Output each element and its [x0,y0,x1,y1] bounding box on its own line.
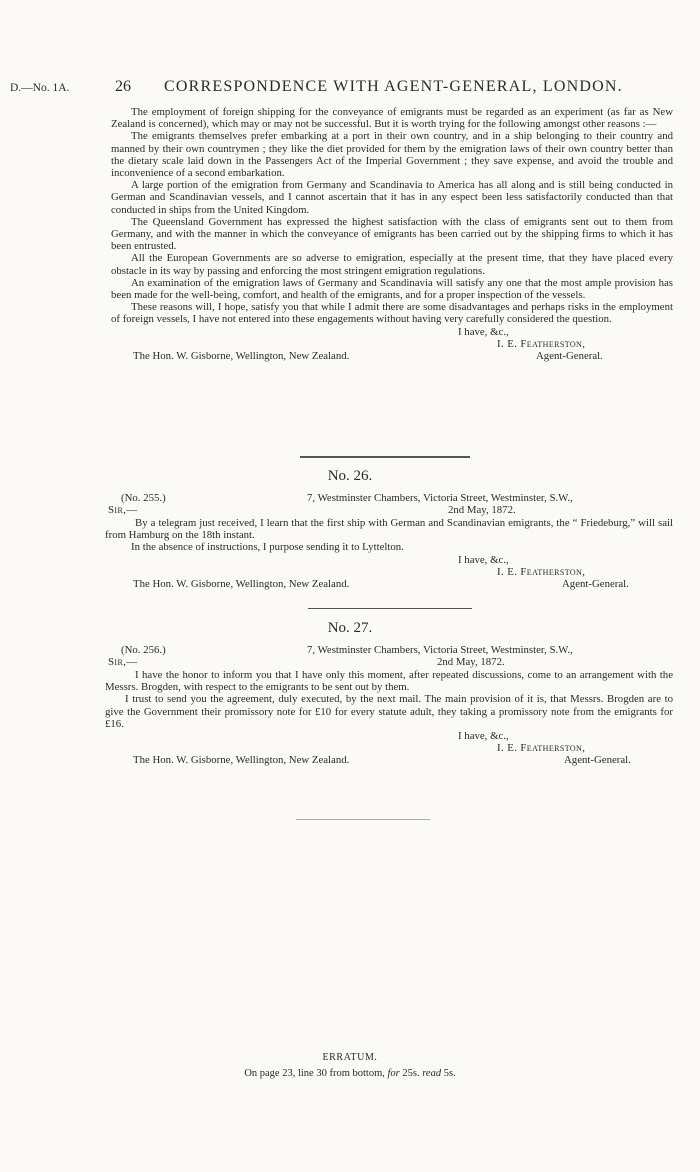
salutation: Sir,— [108,504,138,516]
addressee-line [111,754,673,766]
section-divider [308,608,472,609]
paragraph: All the European Governments are so adverse to emigration, especially at the present time, that they have placed every obstacle in its way by passing and enforcing the most stringent emigration regulations. [111,252,673,277]
erratum-text: On page 23, line 30 from bottom, for 25s. read 5s. [244,1068,456,1079]
section-divider [300,456,470,458]
paragraph: A large portion of the emigration from Germany and Scandinavia to America has all along and is still being conducted in German and Scandinavian vessels, and I cannot ascertain that it has in any espect been less satisfactorily conducted than that conducted in ships from the United Kingdom. [111,179,673,216]
signer: I. E. Featherston, [497,565,586,578]
signature-line [111,338,673,350]
paragraph: An examination of the emigration laws of Germany and Scandinavia will satisfy any one that the most ample provision has been made for the well-being, comfort, and health of the emigrants, and for a proper inspection of the vessels. [111,276,673,302]
letter-reference: (No. 256.) [121,644,166,656]
paragraph: I have the honor to inform you that I have only this moment, after repeated discussions, come to an arrangement with the Messrs. Brogden, with respect to the emigrants to be sent out by them. [105,669,673,694]
signer-role: Agent-General. [562,577,629,590]
signer: I. E. Featherston, [497,742,586,755]
letter-date: 2nd May, 1872. [437,656,505,668]
letter-reference: (No. 255.) [121,492,166,504]
document-reference: D.—No. 1A. [10,82,70,94]
addressee-line [111,350,673,362]
page-header [0,78,700,98]
paragraph: These reasons will, I hope, satisfy you that while I admit there are some disadvantages and perhaps risks in the employment of foreign vessels, I have not entered into these engagements without having very carefully considered the question. [111,301,673,326]
letter-body [105,669,673,767]
letter-address: 7, Westminster Chambers, Victoria Street, Westminster, S.W., [307,492,573,504]
paragraph: The employment of foreign shipping for the conveyance of emigrants must be regarded as an experiment (as far as New Zealand is concerned), which may or may not be successful. But it is worth trying for the following amongst other reasons :— [111,106,673,131]
signer-role: Agent-General. [536,350,603,363]
addressee-line [111,578,673,590]
section-divider [296,819,430,820]
signature-line [111,742,673,754]
letter-continuation [111,106,673,362]
salutation: Sir,— [108,656,138,668]
paragraph: The Queensland Government has expressed the highest satisfaction with the class of emigrants sent out to them from Germany, and with the manner in which the conveyance of emigrants has been carried out by the shipping firms to which it has been entrusted. [111,215,673,253]
addressee: The Hon. W. Gisborne, Wellington, New Zealand. [133,577,350,590]
letter-body [105,517,673,590]
closing-line: I have, &c., [458,553,509,566]
addressee: The Hon. W. Gisborne, Wellington, New Zealand. [133,350,350,363]
letter-address: 7, Westminster Chambers, Victoria Street, Westminster, S.W., [307,644,573,656]
paragraph: In the absence of instructions, I purpose sending it to Lyttelton. [131,541,404,554]
addressee: The Hon. W. Gisborne, Wellington, New Zealand. [133,754,350,767]
letter-number: No. 27. [327,620,373,636]
closing-line: I have, &c., [458,730,509,743]
signer-role: Agent-General. [564,754,631,767]
closing-line: I have, &c., [458,325,509,338]
letter-number: No. 26. [327,468,373,484]
paragraph: By a telegram just received, I learn that the first ship with German and Scandinavian emigrants, the “ Friedeburg,” will sail from Hamburg on the 18th instant. [105,517,673,542]
paragraph: The emigrants themselves prefer embarking at a port in their own country, and in a ship belonging to their country and manned by their own countrymen ; they like the diet provided for them by the emigration laws of their own country better than the dietary scale laid down in the Passengers Act of the Imperial Government ; they save expense, and avoid the trouble and inconvenience of a second embarkation. [111,130,673,180]
signer: I. E. Featherston, [497,337,586,350]
page-title: CORRESPONDENCE WITH AGENT-GENERAL, LONDON. [164,78,623,95]
letter-date: 2nd May, 1872. [448,504,516,516]
page-number: 26 [115,78,131,95]
paragraph: I trust to send you the agreement, duly executed, by the next mail. The main provision of it is, that Messrs. Brogden are to give the Government their promissory note for £10 for every statute adult, they taking a promissory note from the emigrants for £16. [105,693,673,730]
signature-line [111,566,673,578]
erratum-heading: ERRATUM. [322,1052,378,1063]
